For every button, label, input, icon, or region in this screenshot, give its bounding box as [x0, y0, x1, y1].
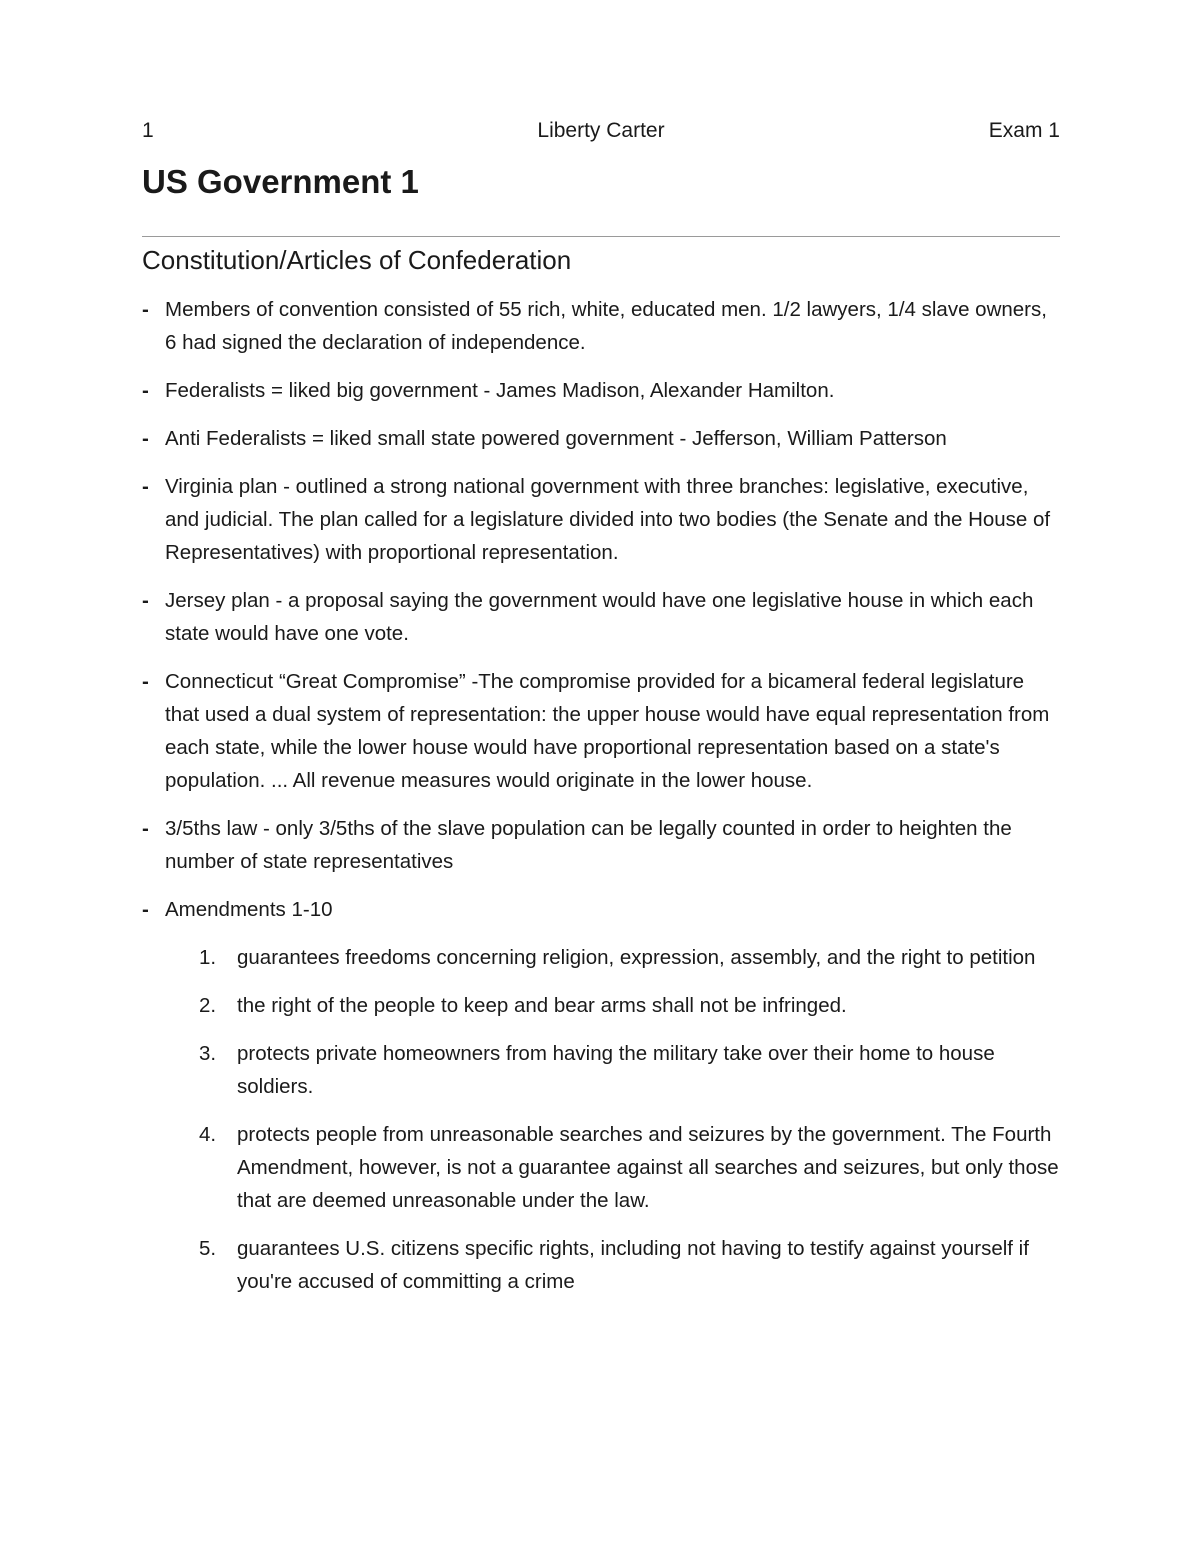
bullet-dash: - [142, 898, 149, 921]
amendment-text: protects private homeowners from having the military take over their home to house soldiers. [237, 1042, 995, 1098]
bullet-text: Amendments 1-10 [165, 898, 333, 921]
page-header [142, 116, 1060, 146]
amendment-number: 2. [199, 994, 217, 1017]
list-item [142, 293, 1060, 359]
amendment-item [165, 1232, 1060, 1298]
document-title: US Government 1 [142, 163, 419, 200]
amendment-number: 3. [199, 1042, 217, 1065]
amendment-number: 5. [199, 1237, 217, 1260]
page-number: 1 [142, 119, 154, 142]
bullet-text: 3/5ths law - only 3/5ths of the slave population can be legally counted in order to heighten the number of state representatives [165, 817, 1012, 873]
bullet-dash: - [142, 427, 149, 450]
amendment-item [165, 1037, 1060, 1103]
amendment-text: protects people from unreasonable searches and seizures by the government. The Fourth Amendment, however, is not a guarantee against all searches and seizures, but only those that are deemed unreasonable under the law. [237, 1123, 1059, 1212]
amendment-number: 4. [199, 1123, 217, 1146]
bullet-list [142, 293, 1060, 1298]
bullet-dash: - [142, 670, 149, 693]
exam-label: Exam 1 [988, 119, 1060, 142]
amendment-item [165, 1118, 1060, 1217]
amendment-item [165, 989, 1060, 1022]
bullet-text: Virginia plan - outlined a strong national government with three branches: legislative, executive, and judicial. The plan called for a legislature divided into two bodies (the Senate and the House of Representatives) with proportional representation. [165, 475, 1051, 564]
list-item [142, 470, 1060, 569]
list-item [142, 422, 1060, 455]
amendment-item [165, 941, 1060, 974]
section-heading: Constitution/Articles of Confederation [142, 245, 572, 275]
bullet-text: Federalists = liked big government - James Madison, Alexander Hamilton. [165, 379, 835, 402]
amendments-list [165, 941, 1060, 1298]
author-name: Liberty Carter [537, 119, 665, 142]
list-item [142, 584, 1060, 650]
amendment-text: the right of the people to keep and bear arms shall not be infringed. [237, 994, 847, 1017]
amendment-text: guarantees freedoms concerning religion, expression, assembly, and the right to petition [237, 946, 1036, 969]
list-item [142, 893, 1060, 1298]
bullet-text: Anti Federalists = liked small state powered government - Jefferson, William Patterson [165, 427, 947, 450]
bullet-text: Jersey plan - a proposal saying the government would have one legislative house in which each state would have one vote. [165, 589, 1034, 645]
list-item [142, 665, 1060, 797]
amendment-text: guarantees U.S. citizens specific rights, including not having to testify against yourself if you're accused of committing a crime [237, 1237, 1029, 1293]
bullet-text: Connecticut “Great Compromise” -The compromise provided for a bicameral federal legislature that used a dual system of representation: the upper house would have equal representation from each state, while the lower house would have proportional representation based on a state's population. ... All revenue measures would originate in the lower house. [165, 670, 1050, 792]
bullet-dash: - [142, 589, 149, 612]
bullet-dash: - [142, 379, 149, 402]
section-content [142, 293, 1060, 1313]
title-divider [142, 236, 1060, 237]
list-item [142, 374, 1060, 407]
amendment-number: 1. [199, 946, 217, 969]
list-item [142, 812, 1060, 878]
bullet-dash: - [142, 298, 149, 321]
bullet-dash: - [142, 817, 149, 840]
bullet-dash: - [142, 475, 149, 498]
bullet-text: Members of convention consisted of 55 rich, white, educated men. 1/2 lawyers, 1/4 slave owners, 6 had signed the declaration of independence. [165, 298, 1047, 354]
